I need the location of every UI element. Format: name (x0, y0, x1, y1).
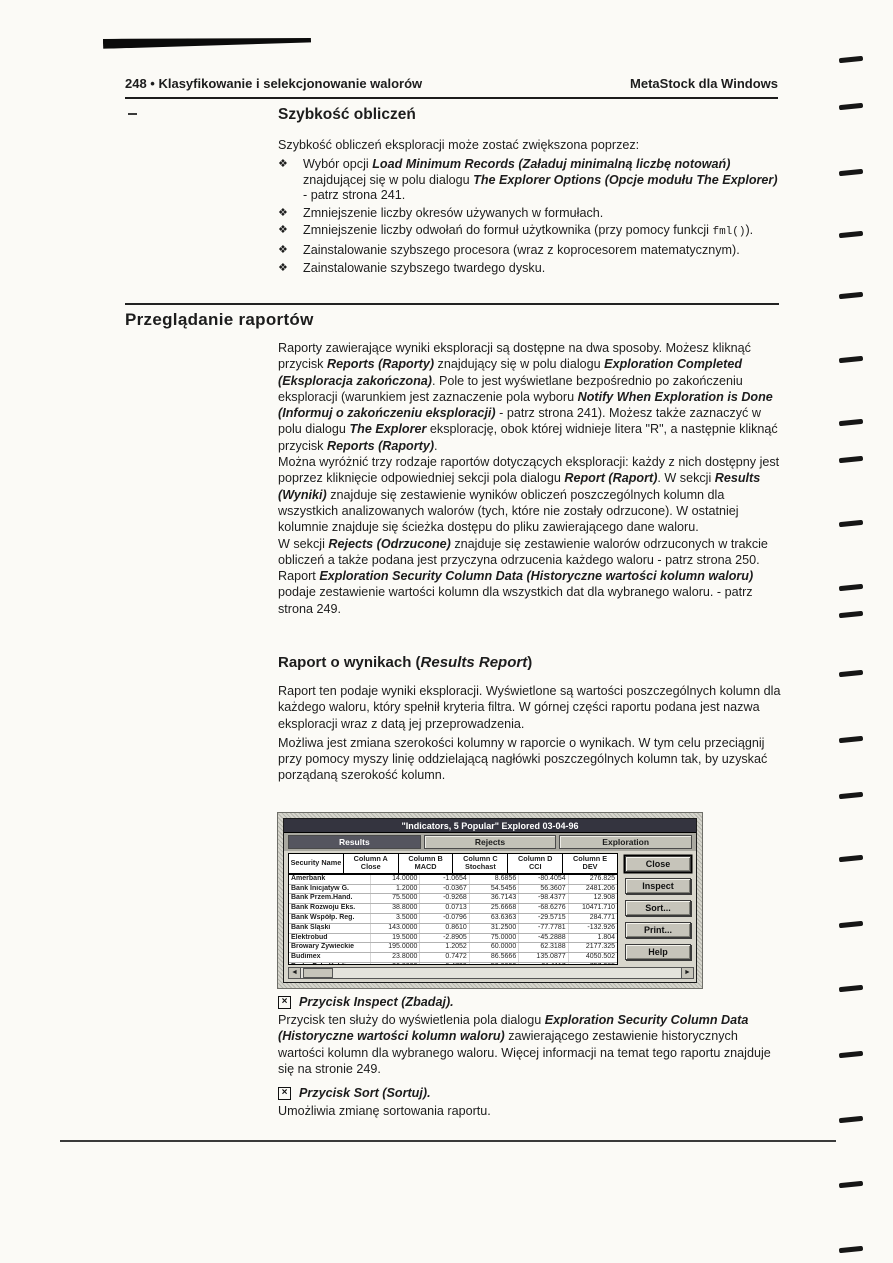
scroll-left-icon: ◄ (289, 968, 301, 978)
bullet-text: Wybór opcji Load Minimum Records (Załaduj minimalną liczbę notowań) znajdującej się w polu dialogu The Explorer Options (Opcje modułu The Explorer) - patrz strona 241. (303, 157, 778, 203)
section-speed-intro: Szybkość obliczeń eksploracji może zostać zwiększona poprzez: (278, 138, 640, 152)
table-cell: 23.8000 (371, 953, 420, 962)
table-cell (371, 963, 420, 964)
security-name-cell: Browary Żywieckie (289, 943, 371, 952)
scroll-right-icon: ► (681, 968, 693, 978)
table-row (289, 875, 617, 885)
table-cell: 56.3607 (519, 885, 568, 894)
table-row (289, 904, 617, 914)
security-name-cell: Bank Inicjatyw G. (289, 885, 371, 894)
section-speed-title: Szybkość obliczeń (278, 106, 416, 123)
column-header-line: CCI (528, 862, 542, 872)
table-cell: 25.6668 (470, 904, 519, 913)
scan-artifact-bar (103, 35, 311, 49)
security-name-cell: Amerbank (289, 875, 371, 884)
table-cell: 54.5456 (470, 885, 519, 894)
scan-mark (839, 1116, 863, 1123)
results-table (288, 853, 618, 965)
table-cell: 86.5666 (470, 953, 519, 962)
column-header (563, 854, 617, 873)
column-header-line: Column B (408, 854, 443, 863)
section-speed (278, 106, 780, 278)
table-cell: -29.5715 (519, 914, 568, 923)
table-cell: 10471.710 (581, 904, 616, 912)
header-left: 248 • Klasyfikowanie i selekcjonowanie walorów (125, 76, 423, 91)
scan-mark (839, 231, 863, 238)
table-cell: 0.7472 (420, 953, 469, 962)
table-cell (470, 963, 519, 964)
bullet-marker-icon: ❖ (278, 261, 288, 274)
help-button: Help (625, 944, 691, 960)
note-body: Przycisk ten służy do wyświetlenia pola dialogu Exploration Security Column Data (Historyczne wartości kolumn waloru) zawierającego zestawienie historycznych wartości kolumn dla wybranego waloru. Więcej informacji na temat tego raportu znajduje się na stronie 249. (278, 1013, 771, 1076)
security-name-cell: Bank Rozwoju Eks. (289, 904, 371, 913)
scan-artifact-dash (128, 113, 137, 115)
scan-mark (839, 520, 863, 527)
table-cell: 75.5000 (371, 894, 420, 903)
table-cell: -45.2888 (519, 934, 568, 943)
checkbox-x-icon: × (278, 1087, 291, 1100)
window-title: "Indicators, 5 Popular" Explored 03-04-96 (284, 819, 696, 833)
paragraph: W sekcji Rejects (Odrzucone) znajduje się zestawienie walorów odrzuconych w trakcie obliczeń a także podana jest przyczyna odrzucenia każdego waloru - patrz strona 250. (278, 536, 768, 567)
table-cell: 276.825 (589, 874, 616, 882)
security-name-cell (289, 963, 371, 964)
table-cell: -132.926 (587, 923, 616, 931)
footer-rule (60, 1140, 836, 1142)
column-header-line: MACD (414, 862, 437, 872)
sort-button: Sort... (625, 900, 691, 916)
scan-mark (839, 792, 863, 799)
scan-mark (839, 855, 863, 862)
scan-mark (839, 584, 863, 591)
bullet-list (278, 157, 780, 276)
tab-exploration: Exploration (559, 835, 692, 849)
table-row (289, 963, 617, 964)
column-header (453, 854, 508, 873)
paragraph: Raport Exploration Security Column Data (Historyczne wartości kolumn waloru) podaje zestawienie wartości kolumn dla wszystkich dat dla wybranego waloru. - patrz strona 249. (278, 569, 754, 616)
bullet-text: Zainstalowanie szybszego twardego dysku. (303, 260, 546, 275)
scan-mark (839, 670, 863, 677)
list-item (278, 261, 780, 277)
tab-row (284, 833, 696, 851)
table-cell: 19.5000 (371, 934, 420, 943)
section-reports-heading (125, 303, 779, 330)
table-cell: 135.0877 (519, 953, 568, 962)
table-cell: 2481.206 (585, 884, 616, 892)
button-column (620, 851, 696, 967)
bullet-marker-icon: ❖ (278, 158, 288, 170)
list-item (278, 243, 780, 259)
table-cell: 62.3188 (519, 943, 568, 952)
column-header (508, 854, 563, 873)
bullet-text: Zmniejszenie liczby okresów używanych w formułach. (303, 205, 604, 220)
print-button: Print... (625, 922, 691, 938)
security-name-cell: Bank Przem.Hand. (289, 894, 371, 903)
close-button: Close (625, 856, 691, 872)
table-row (289, 914, 617, 924)
checkbox-x-icon: × (278, 996, 291, 1009)
scan-mark (839, 356, 863, 363)
inspect-button: Inspect (625, 878, 691, 894)
table-cell: 0.8610 (420, 924, 469, 933)
scroll-thumb (303, 968, 333, 978)
column-header-line: Close (360, 862, 381, 872)
scan-mark (839, 611, 863, 618)
scan-mark (839, 736, 863, 743)
table-cell (569, 963, 617, 964)
table-cell: 0.0713 (420, 904, 469, 913)
button-notes (278, 995, 784, 1128)
tab-results: Results (288, 835, 421, 849)
section-results (278, 654, 784, 784)
scan-mark (839, 169, 863, 176)
bullet-marker-icon: ❖ (278, 206, 288, 219)
table-row (289, 924, 617, 934)
column-header (344, 854, 399, 873)
table-cell (519, 963, 568, 964)
column-header-line: DEV (582, 862, 598, 872)
column-header-line: Column A (353, 854, 388, 863)
table-cell: 3.5000 (371, 914, 420, 923)
table-cell: 1.2000 (371, 885, 420, 894)
security-name-cell: Budimex (289, 953, 371, 962)
table-header (289, 854, 617, 875)
column-header-line: Column E (573, 854, 608, 863)
table-cell (420, 963, 469, 964)
bullet-marker-icon: ❖ (278, 224, 288, 237)
table-row (289, 885, 617, 895)
table-cell: -0.0796 (420, 914, 469, 923)
column-header (399, 854, 454, 873)
list-item (278, 223, 780, 241)
table-cell: 4050.502 (585, 953, 616, 961)
table-cell: 8.6856 (470, 875, 519, 884)
scan-mark (839, 985, 863, 992)
horizontal-scrollbar (288, 967, 694, 979)
scan-mark (839, 921, 863, 928)
subsection-results-title: Raport o wynikach (Results Report) (278, 654, 533, 671)
results-paragraphs (278, 683, 784, 784)
paragraph: Raport ten podaje wyniki eksploracji. Wyświetlone są wartości poszczególnych kolumn dla każdego waloru, który spełnił kryteria filtra. W górnej części raportu podana jest nazwa eksploracji wraz z datą jej przeprowadzenia. (278, 684, 781, 731)
table-cell: 31.2500 (470, 924, 519, 933)
section-reports-title: Przeglądanie raportów (125, 310, 314, 329)
table-cell: 63.6363 (470, 914, 519, 923)
table-cell: 1.804 (597, 933, 616, 941)
security-name-cell: Bank Współp. Reg. (289, 914, 371, 923)
security-name-cell: Bank Śląski (289, 924, 371, 933)
table-cell: 36.7143 (470, 894, 519, 903)
scan-mark (839, 292, 863, 299)
table-row (289, 953, 617, 963)
scan-mark (839, 103, 863, 110)
table-cell: 60.0000 (470, 943, 519, 952)
table-row (289, 894, 617, 904)
bullet-text: Zmniejszenie liczby odwołań do formuł użytkownika (przy pomocy funkcji fml()). (303, 223, 754, 239)
column-header-line: Security Name (290, 858, 342, 868)
bullet-text: Zainstalowanie szybszego procesora (wraz z koprocesorem matematycznym). (303, 242, 740, 257)
table-cell: -98.4377 (519, 894, 568, 903)
scan-mark (839, 1246, 863, 1253)
table-cell: 75.0000 (470, 934, 519, 943)
scan-mark (839, 456, 863, 463)
scan-mark (839, 56, 863, 63)
header-right: MetaStock dla Windows (630, 76, 778, 91)
window-body (284, 851, 696, 967)
table-cell: -0.0367 (420, 885, 469, 894)
table-cell: -2.8905 (420, 934, 469, 943)
section-reports-body (278, 340, 784, 617)
table-cell: -77.7781 (519, 924, 568, 933)
note-item (278, 995, 784, 1077)
table-cell: -80.4054 (519, 875, 568, 884)
page-header (125, 76, 778, 99)
table-cell: -1.0654 (420, 875, 469, 884)
tab-rejects: Rejects (424, 835, 557, 849)
table-cell: 38.8000 (371, 904, 420, 913)
scan-mark (839, 1181, 863, 1188)
table-cell: -68.6276 (519, 904, 568, 913)
table-cell: 14.0000 (371, 875, 420, 884)
note-body: Umożliwia zmianę sortowania raportu. (278, 1104, 491, 1119)
column-header (289, 854, 344, 873)
scan-mark (839, 419, 863, 426)
table-body (289, 875, 617, 964)
table-row (289, 943, 617, 953)
column-header-line: Column C (463, 854, 498, 863)
security-name-cell: Elektrobud (289, 934, 371, 943)
table-cell: 1.2052 (420, 943, 469, 952)
paragraph: Możliwa jest zmiana szerokości kolumny w raporcie o wynikach. W tym celu przeciągnij przy pomocy myszy linię oddzielającą nagłówki poszczególnych kolumn tak, by uzyskać porządaną szerokość kolumn. (278, 735, 768, 783)
table-cell: 143.0000 (371, 924, 420, 933)
report-window (283, 818, 697, 983)
paragraph: Raporty zawierające wyniki eksploracji są dostępne na dwa sposoby. Możesz kliknąć przycisk Reports (Raporty) znajdujący się w polu dialogu Exploration Completed (Eksploracja zakończona). Pole to jest wyświetlane bezpośrednio po zakończeniu eksploracji (warunkiem jest zaznaczenie pola wyboru Notify When Exploration is Done (Informuj o zakończeniu eksploracji) - patrz strona 241). Możesz także zaznaczyć w polu dialogu The Explorer eksplorację, obok której widnieje litera "R", a następnie kliknąć przycisk Reports (Raporty). (278, 341, 778, 453)
list-item (278, 157, 780, 204)
table-row (289, 934, 617, 944)
column-header-line: Stochast (464, 862, 496, 872)
table-cell: 195.0000 (371, 943, 420, 952)
column-header-line: Column D (517, 854, 553, 863)
note-heading (278, 995, 784, 1010)
list-item (278, 206, 780, 222)
scan-mark (839, 1051, 863, 1058)
report-window-screenshot (277, 812, 703, 989)
table-cell: -0.9268 (420, 894, 469, 903)
table-cell: 12.908 (593, 894, 616, 902)
note-heading (278, 1086, 784, 1101)
paragraph: Można wyróżnić trzy rodzaje raportów dotyczących eksploracji: każdy z nich dostępny jest poprzez kliknięcie odpowiedniej sekcji pola dialogu Report (Raport). W sekcji Results (Wyniki) znajduje się zestawienie wyników obliczeń poszczególnych kolumn dla wszystkich analizowanych walorów (tych, które nie zostały odrzucone). W ostatniej kolumnie znajduje się ścieżka dostępu do pliku zawierającego dane waloru. (278, 455, 780, 535)
table-cell: 284.771 (589, 913, 616, 921)
note-title: Przycisk Inspect (Zbadaj). (299, 995, 454, 1009)
note-item (278, 1086, 784, 1119)
table-cell: 2177.325 (585, 943, 616, 951)
bullet-marker-icon: ❖ (278, 243, 288, 256)
note-title: Przycisk Sort (Sortuj). (299, 1086, 431, 1101)
